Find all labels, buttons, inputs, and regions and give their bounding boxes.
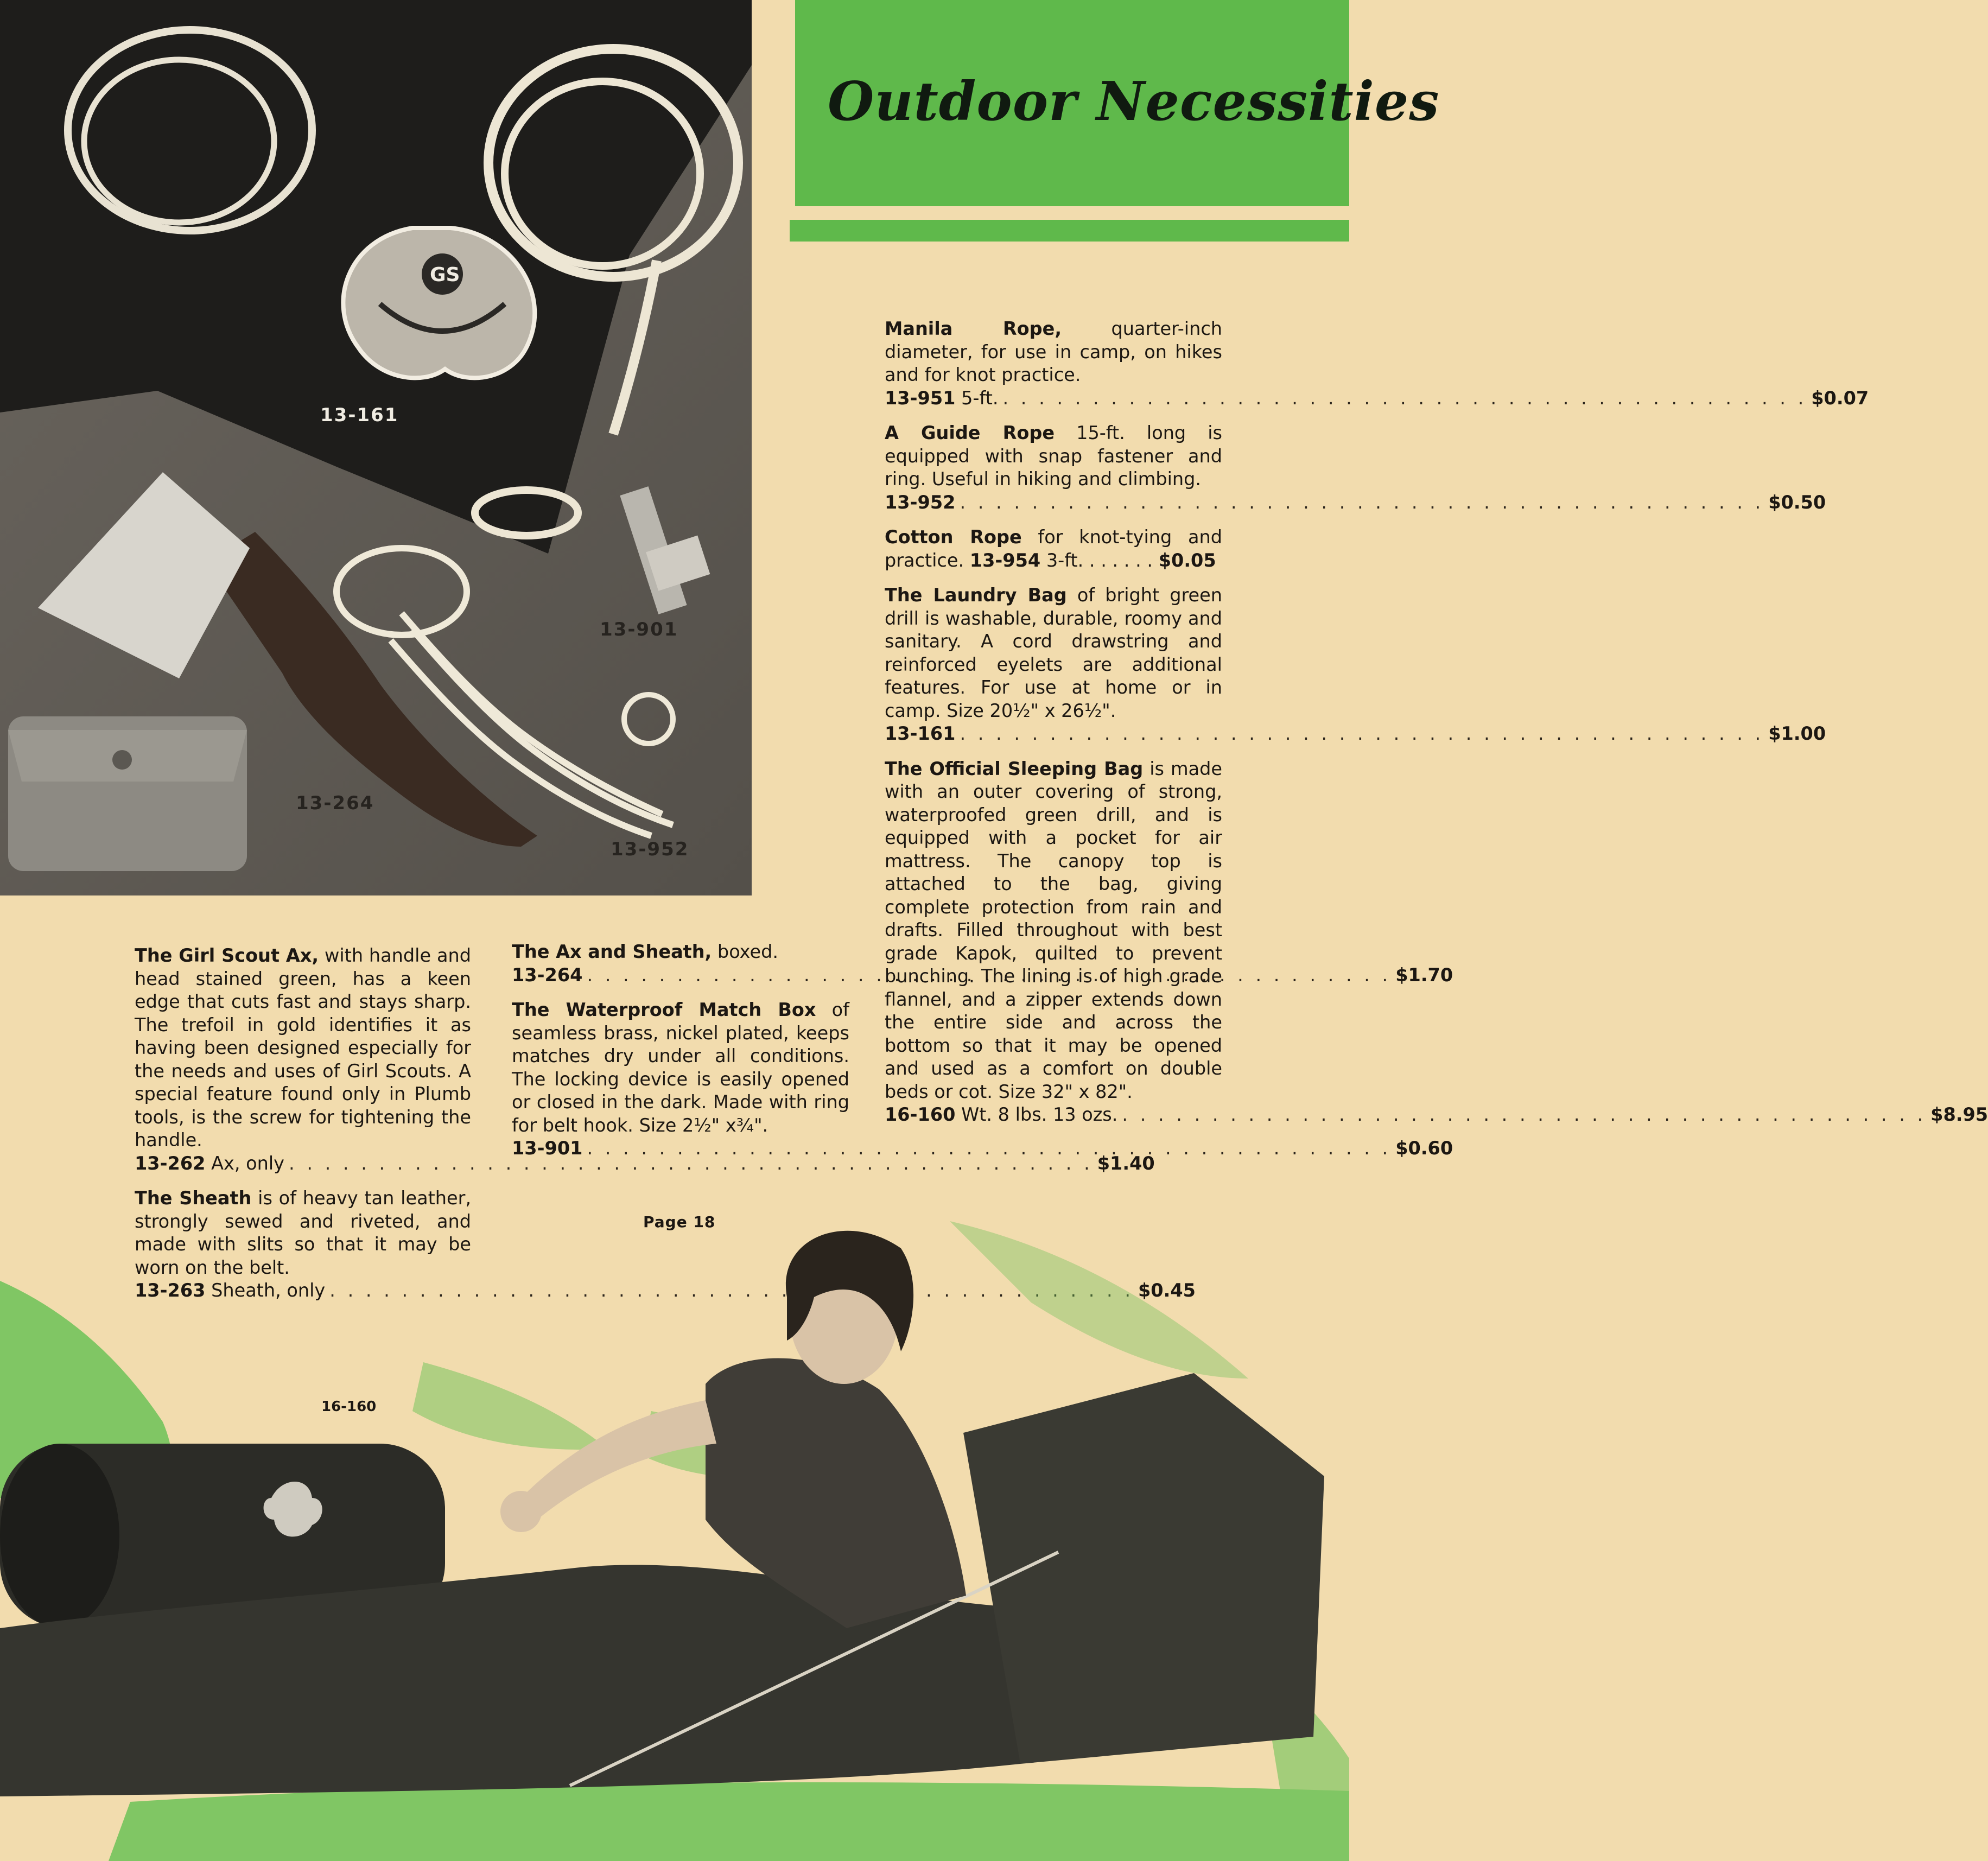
item-ax-sheath-title: The Ax and Sheath,: [512, 941, 712, 962]
item-guide-rope: [885, 422, 1826, 514]
item-laundry-bag-title: The Laundry Bag: [885, 585, 1067, 606]
item-match-box-price: $0.60: [1395, 1138, 1453, 1159]
item-ax-desc: with handle and head stained green, has a keen edge that cuts fast and stays sharp. The trefoil in gold identifies it as having been designed especially for the needs and uses of Girl Scouts. A special feature found only in Plumb tools, is the screw for tightening the handle.: [135, 945, 471, 1151]
photo-label-guide-rope: 13-952: [611, 839, 689, 860]
item-manila-rope-price: $0.07: [1811, 387, 1869, 409]
item-ax-sheath-price-line: [512, 964, 1453, 987]
page-title: Outdoor Necessities: [828, 71, 1440, 133]
sleeping-bag-photo: [0, 1216, 1349, 1861]
item-ax-title: The Girl Scout Ax,: [135, 945, 319, 966]
item-sleeping-bag-price-line: [885, 1103, 1988, 1127]
item-cotton-rope-price: $0.05: [1158, 549, 1216, 571]
item-laundry-bag: [885, 584, 1826, 746]
item-laundry-bag-price-line: [885, 722, 1826, 746]
trefoil-emblem: [343, 228, 535, 378]
item-guide-rope-code: 13-952: [885, 491, 956, 513]
svg-text:GS: GS: [430, 264, 460, 286]
photo-label-bag: 13-161: [320, 404, 399, 426]
item-ax-sheath-code: 13-264: [512, 964, 583, 986]
item-sheath-desc: is of heavy tan leather, strongly sewed and riveted, and made with slits so that it may be worn on the belt.: [135, 1187, 472, 1278]
photo-label-match-box: 13-901: [600, 619, 678, 640]
item-guide-rope-price: $0.50: [1768, 491, 1826, 513]
item-ax-variant: Ax, only: [205, 1152, 285, 1174]
item-manila-rope-variant: 5-ft.: [955, 387, 999, 409]
item-sheath-title: The Sheath: [135, 1187, 252, 1209]
canopy: [963, 1373, 1324, 1764]
item-ax-price-line: [135, 1152, 1155, 1176]
item-ax-price: $1.40: [1097, 1152, 1155, 1174]
item-manila-rope-desc: quarter-inch diameter, for use in camp, on hikes and for knot practice.: [885, 318, 1222, 385]
item-laundry-bag-price: $1.00: [1768, 723, 1826, 744]
photo-label-ax: 13-264: [296, 792, 374, 814]
item-sleeping-bag-title: The Official Sleeping Bag: [885, 758, 1144, 779]
item-match-box-price-line: [512, 1137, 1453, 1160]
sheath-shape: [8, 716, 247, 871]
item-sleeping-bag-code: 16-160: [885, 1104, 956, 1125]
item-ax-sheath-desc: boxed.: [712, 941, 778, 962]
item-cotton-rope-title: Cotton Rope: [885, 526, 1022, 548]
item-match-box-code: 13-901: [512, 1138, 583, 1159]
item-match-box-title: The Waterproof Match Box: [512, 999, 816, 1020]
product-photo-illustration: [0, 0, 752, 895]
item-sleeping-bag-variant: Wt. 8 lbs. 13 ozs.: [955, 1104, 1118, 1125]
item-cotton-rope-desc: for knot-tying and practice.: [885, 526, 1222, 571]
item-sheath-code: 13-263: [135, 1280, 206, 1301]
item-manila-rope-title: Manila Rope,: [885, 318, 1062, 339]
item-cotton-rope: Cotton Rope for knot-tying and practice. 13-954 3-ft. . . . . . . $0.05: [885, 526, 1222, 571]
item-match-box-desc: of seamless brass, nickel plated, keeps matches dry under all conditions. The locking device is easily opened or closed in the dark. Made with ring for belt hook. Size 2½" x¾".: [512, 999, 849, 1136]
item-ax-sheath-price: $1.70: [1395, 964, 1453, 986]
item-guide-rope-price-line: [885, 491, 1826, 515]
item-sleeping-bag-desc: is made with an outer covering of strong, waterproofed green drill, and is equipped with a pocket for air mattress. The canopy top is attached to the bag, giving complete protection from rain and drafts. Filled throughout with best grade Kapok, quilted to prevent bunching. The lining is of high grade flannel, and a zipper extends down the entire side and across the bottom so that it may be opened and used as a comfort on double beds or cot. Size 32" x 82".: [885, 758, 1222, 1102]
item-sleeping-bag-price: $8.95: [1930, 1104, 1988, 1125]
page-number: Page 18: [643, 1213, 716, 1231]
item-manila-rope-price-line: [885, 387, 1869, 410]
item-guide-rope-title: A Guide Rope: [885, 422, 1055, 443]
item-laundry-bag-code: 13-161: [885, 723, 956, 744]
product-photo: [0, 0, 752, 895]
item-ax-sheath: [512, 941, 1453, 987]
photo-label-sleeping-bag: 16-160: [321, 1399, 377, 1415]
item-manila-rope-code: 13-951: [885, 387, 956, 409]
item-guide-rope-desc: 15-ft. long is equipped with snap fastener and ring. Useful in hiking and climbing.: [885, 422, 1222, 490]
item-manila-rope: [885, 317, 1869, 410]
item-ax-code: 13-262: [135, 1152, 206, 1174]
header-stripe: [790, 220, 1349, 242]
item-cotton-rope-code: 13-954: [969, 549, 1041, 571]
item-cotton-rope-variant: 3-ft.: [1040, 549, 1084, 571]
item-sheath-price: $0.45: [1138, 1280, 1196, 1301]
item-sheath-variant: Sheath, only: [205, 1280, 326, 1301]
item-laundry-bag-desc: of bright green drill is washable, durable, roomy and sanitary. A cord drawstring and reinforced eyelets are additional features. For use at home or in camp. Size 20½" x 26½".: [885, 585, 1223, 721]
